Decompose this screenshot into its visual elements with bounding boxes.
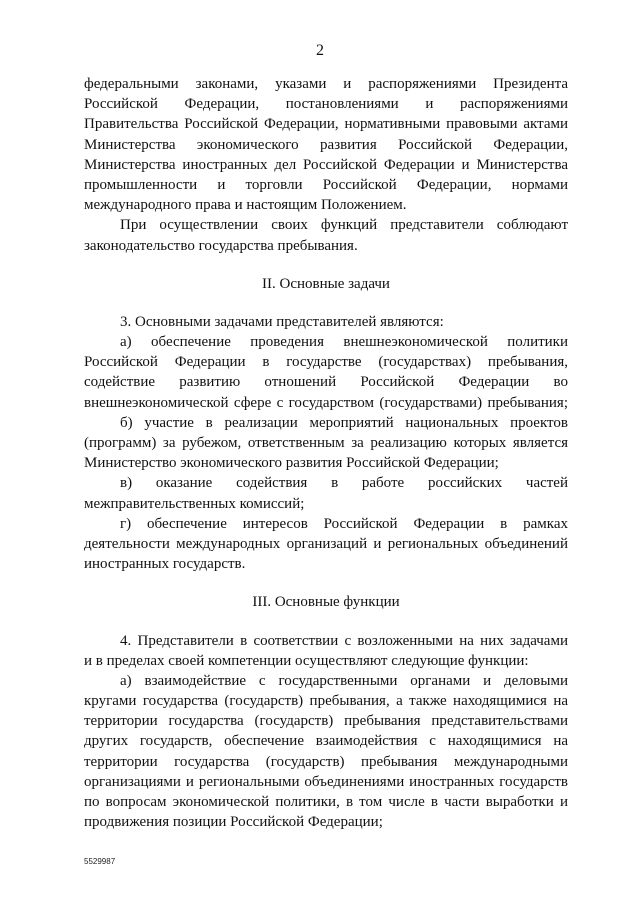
paragraph-gap — [84, 294, 568, 312]
text-line: б) участие в реализации мероприятий национальных проектов — [120, 414, 568, 431]
text-line: промышленности и торговли Российской Федерации, нормами — [84, 176, 568, 193]
text-line: иностранных государств. — [84, 556, 246, 573]
text-line: продвижения позиции Российской Федерации; — [84, 814, 383, 831]
text-line: а) обеспечение проведения внешнеэкономической политики — [120, 334, 568, 351]
text-line: организациями и региональными объединениями иностранных государств — [84, 773, 568, 790]
text-line: межправительственных комиссий; — [84, 495, 305, 512]
paragraph-gap — [84, 574, 568, 592]
text-line: федеральными законами, указами и распоряжениями Президента — [84, 76, 568, 92]
text-line: территории государства (государств) пребывания представительствами — [84, 713, 568, 730]
text-line: международного права и настоящим Положением. — [84, 197, 407, 214]
text-line: 3. Основными задачами представителей являются: — [120, 313, 444, 330]
document-body — [84, 74, 568, 832]
text-line: внешнеэкономической сфере с государством (государствами) пребывания; — [84, 394, 568, 411]
text-line: а) взаимодействие с государственными органами и деловыми — [120, 672, 568, 689]
text-line: законодательство государства пребывания. — [84, 237, 358, 254]
text-line: территории государства (государств) пребывания международными — [84, 753, 568, 770]
text-line: содействие развитию отношений Российской Федерации во — [84, 374, 568, 391]
document-id: 5529987 — [84, 857, 116, 866]
text-line: деятельности международных организаций и региональных объединений — [84, 535, 568, 552]
text-line: Министерства иностранных дел Российской Федерации и Министерства — [84, 156, 568, 173]
text-line: и в пределах своей компетенции осуществляют следующие функции: — [84, 652, 529, 669]
page-number: 2 — [316, 42, 324, 59]
text-line: других государств, обеспечение взаимодействия с находящимися на — [84, 733, 568, 750]
text-line: Российской Федерации, постановлениями и распоряжениями — [84, 96, 568, 113]
paragraph-gap — [84, 256, 568, 274]
text-line: Министерство экономического развития Российской Федерации; — [84, 455, 499, 472]
text-line: кругами государства (государств) пребывания, а также находящимися на — [84, 693, 568, 710]
text-line: в) оказание содействия в работе российских частей — [120, 475, 568, 492]
text-line: Министерства экономического развития Российской Федерации, — [84, 136, 568, 153]
text-line: по вопросам экономической политики, в том числе в части выработки и — [84, 794, 568, 810]
text-line: При осуществлении своих функций представители соблюдают — [120, 217, 568, 234]
text-line: Российской Федерации в государстве (государствах) пребывания, — [84, 354, 568, 371]
text-line: 4. Представители в соответствии с возложенными на них задачами — [120, 632, 568, 649]
paragraph-gap — [84, 613, 568, 631]
text-line: г) обеспечение интересов Российской Федерации в рамках — [120, 515, 568, 532]
text-line: Правительства Российской Федерации, нормативными правовыми актами — [84, 116, 568, 133]
section-heading: III. Основные функции — [252, 594, 400, 611]
text-line: (программ) за рубежом, ответственным за реализацию которых является — [84, 435, 568, 451]
section-heading: II. Основные задачи — [262, 275, 390, 292]
